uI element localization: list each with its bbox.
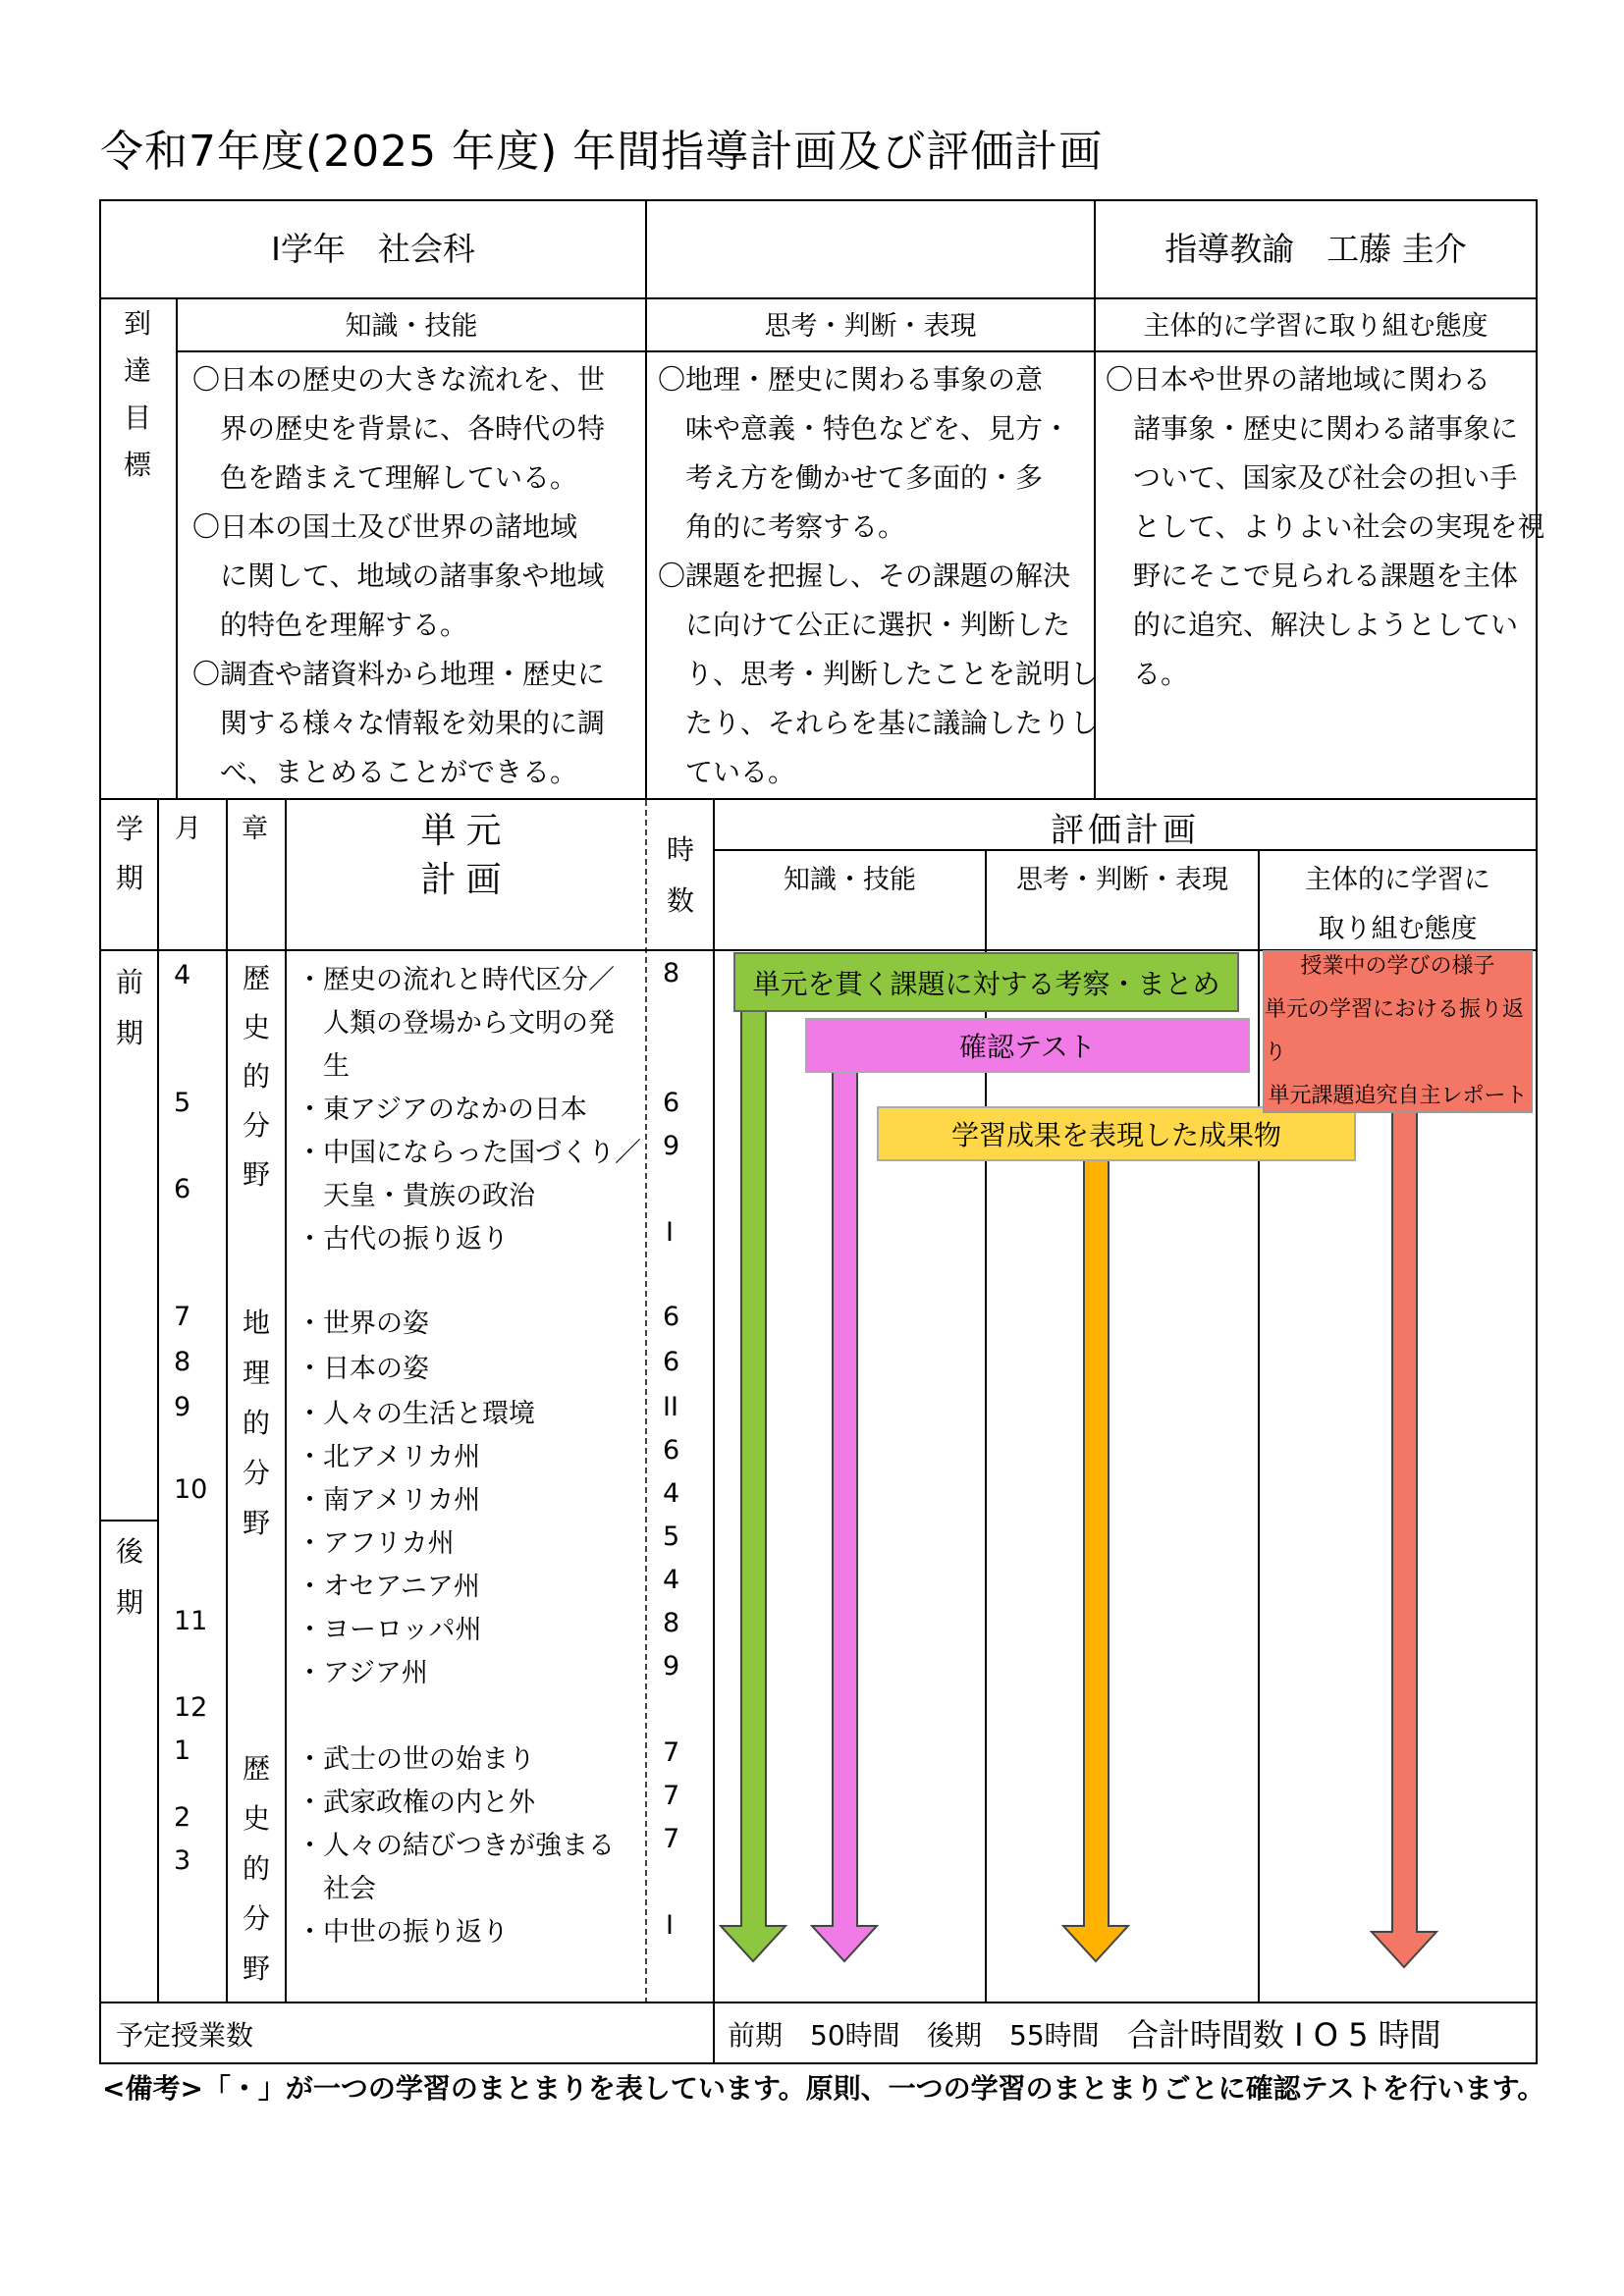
unit-item: ・歴史の流れと時代区分／ [297, 965, 615, 995]
teacher-name: 指導教諭 工藤 圭介 [1164, 230, 1467, 268]
unit-item: 人類の登場から文明の発 [297, 1008, 615, 1039]
goals-attitude-text: 〇日本や世界の諸地域に関わる 諸事象・歴史に関わる諸事象に ついて、国家及び社会の担い手 として、よりよい社会の実現を視 野にそこで見られる課題を主体 的に追究、解決しようとしてい る。 [1106, 363, 1545, 690]
month-label: 11 [174, 1606, 208, 1636]
unit-item: ・中国にならった国づくり／ [297, 1138, 641, 1168]
hours-value: 9 [663, 1651, 680, 1682]
hours-value: 8 [663, 958, 680, 988]
unit-plan-header-2: 計画 [420, 860, 512, 900]
month-label: 4 [174, 960, 191, 990]
goals-knowledge-text: 〇日本の歴史の大きな流れを、世 界の歴史を背景に、各時代の特 色を踏まえて理解している。 〇日本の国土及び世界の諸地域 に関して、地域の諸事象や地域 的特色を理解する。 〇調査や諸資料から地理・歴史に 関する様々な情報を効果的に調 べ、まとめることができる。 [192, 363, 606, 788]
hours-value: 4 [663, 1478, 680, 1509]
hours-value: 6 [663, 1347, 680, 1377]
pink-arrow [812, 1072, 877, 1961]
hours-value: 5 [663, 1522, 680, 1552]
hours-value: 4 [663, 1565, 680, 1595]
goals-col-thinking: 思考・判断・表現 [764, 311, 977, 342]
unit-item: ・アジア州 [297, 1658, 428, 1688]
unit-item: ・日本の姿 [297, 1354, 429, 1384]
unit-item: ・人々の生活と環境 [297, 1399, 535, 1429]
unit-item: ・武家政権の内と外 [297, 1788, 535, 1818]
unit-item: ・東アジアのなかの日本 [297, 1095, 587, 1125]
unit-item: 生 [297, 1051, 350, 1082]
month-label: 7 [174, 1302, 191, 1332]
unit-item: ・中世の振り返り [297, 1917, 509, 1948]
hours-value: 6 [663, 1302, 680, 1332]
month-label: 12 [174, 1692, 208, 1723]
note: <備考>「・」が一つの学習のまとまりを表しています。原則、一つの学習のまとまりごとに確認テストを行います。 [102, 2072, 1545, 2105]
unit-item: ・南アメリカ州 [297, 1485, 481, 1516]
hours-value: I [666, 1217, 674, 1248]
unit-item: ・オセアニア州 [297, 1572, 480, 1602]
month-label: 9 [174, 1392, 191, 1422]
chapter-history-2: 歴 史 的 分 野 [242, 1752, 270, 1985]
hours-value: 7 [663, 1824, 680, 1854]
goals-side-label: 到 達 目 標 [123, 307, 151, 481]
eval-attitude-header-1: 主体的に学習に [1305, 865, 1490, 895]
month-label: 3 [174, 1845, 191, 1876]
term-header: 学 期 [115, 813, 143, 894]
eval-attitude-header-2: 取り組む態度 [1318, 914, 1478, 944]
footer-second-term: 後期 55時間 [927, 2019, 1100, 2052]
month-label: 6 [174, 1174, 191, 1204]
footer-label: 予定授業数 [116, 2019, 254, 2052]
term-first: 前 期 [115, 966, 143, 1049]
unit-item: ・アフリカ州 [297, 1528, 455, 1559]
hours-value: 7 [663, 1781, 680, 1811]
hours-value: II [663, 1392, 678, 1422]
hours-value: 6 [663, 1088, 680, 1118]
unit-item: ・北アメリカ州 [297, 1442, 481, 1472]
eval-plan-header: 評価計画 [1051, 811, 1200, 850]
goals-thinking-text: 〇地理・歴史に関わる事象の意 味や意義・特色などを、見方・ 考え方を働かせて多面的・多 角的に考察する。 〇課題を把握し、その課題の解決 に向けて公正に選択・判断した り、思考・判断したことを説明し たり、それらを基に議論したりし ている。 [658, 363, 1099, 788]
footer-first-term: 前期 50時間 [728, 2019, 900, 2052]
unit-item: ・武士の世の始まり [297, 1744, 535, 1775]
eval-thinking-header: 思考・判断・表現 [1016, 865, 1228, 895]
chapter-history-1: 歴 史 的 分 野 [242, 962, 270, 1191]
unit-item: 天皇・貴族の政治 [297, 1181, 535, 1211]
unit-item: ・古代の振り返り [297, 1224, 509, 1255]
green-arrow [721, 1011, 785, 1961]
term-second: 後 期 [115, 1535, 143, 1619]
unit-item: ・人々の結びつきが強まる [297, 1831, 615, 1861]
month-label: 2 [174, 1802, 191, 1833]
month-label: 8 [174, 1347, 191, 1377]
chapter-geography: 地 理 的 分 野 [242, 1307, 270, 1539]
footer-total: 合計時間数 I O 5 時間 [1127, 2016, 1441, 2054]
hours-header: 時 数 [666, 833, 694, 917]
month-label: 1 [174, 1735, 191, 1766]
orange-arrow [1063, 1158, 1128, 1961]
chapter-header: 章 [242, 814, 268, 844]
unit-item: ・世界の姿 [297, 1308, 429, 1339]
eval-box-red: 授業中の学びの様子 単元の学習における振り返り 単元課題追究自主レポート [1263, 950, 1533, 1113]
goals-col-knowledge: 知識・技能 [345, 311, 478, 342]
goals-col-attitude: 主体的に学習に取り組む態度 [1143, 311, 1489, 342]
hours-value: 6 [663, 1435, 680, 1466]
hours-value: 9 [663, 1131, 680, 1161]
unit-item: 社会 [297, 1874, 376, 1904]
hours-value: 7 [663, 1737, 680, 1768]
eval-box-pink: 確認テスト [805, 1018, 1250, 1073]
page-title: 令和7年度(2025 年度) 年間指導計画及び評価計画 [100, 127, 1104, 177]
eval-box-yellow: 学習成果を表現した成果物 [877, 1106, 1356, 1161]
eval-knowledge-header: 知識・技能 [784, 865, 916, 895]
hours-value: 8 [663, 1608, 680, 1638]
month-label: 5 [174, 1088, 191, 1118]
unit-plan-header-1: 単元 [420, 811, 512, 851]
eval-box-green: 単元を貫く課題に対する考察・まとめ [733, 952, 1239, 1012]
hours-value: I [666, 1910, 674, 1941]
month-header: 月 [175, 814, 201, 844]
month-label: 10 [174, 1474, 208, 1505]
unit-item: ・ヨーロッパ州 [297, 1615, 482, 1645]
grade-subject: I学年 社会科 [271, 230, 475, 268]
red-arrow [1372, 1095, 1436, 1967]
